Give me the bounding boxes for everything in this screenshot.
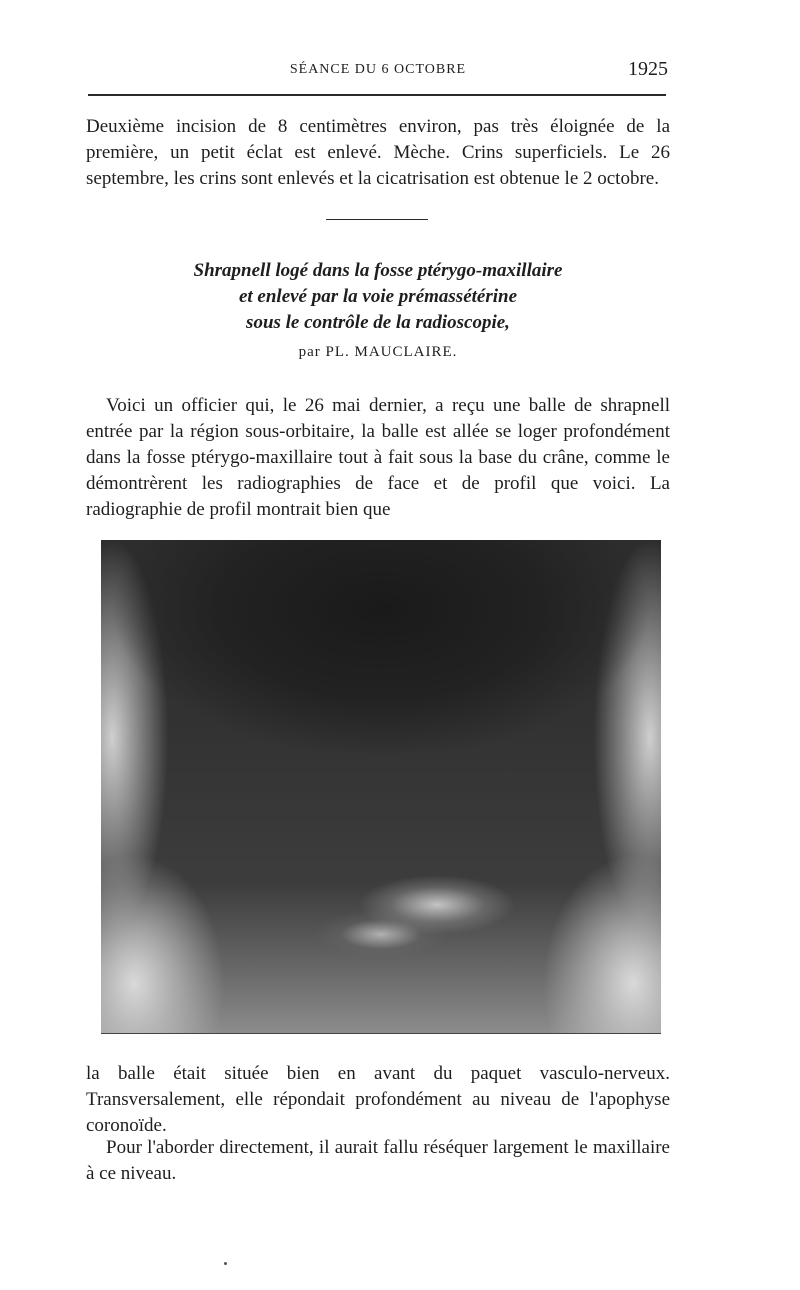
header-rule (88, 94, 666, 96)
page-number: 1925 (628, 58, 668, 80)
paragraph-1: Deuxième incision de 8 centimètres environ, pas très éloignée de la première, un petit éclat est enlevé. Mèche. Crins superficiels. Le 26 septembre, les crins sont enlevés et la cicatrisation est obtenue le 2 octobre. (86, 116, 670, 189)
paragraph-2: Voici un officier qui, le 26 mai dernier, a reçu une balle de shrapnell entrée par la région sous-orbitaire, la balle est allée se loger profondément dans la fosse ptérygo-maxillaire tout à fait sous la base du crâne, comme le démontrèrent les radiographies de face et de profil que voici. La radiographie de profil montrait bien que (86, 395, 670, 520)
article-title-line-1: Shrapnell logé dans la fosse ptérygo-maxillaire (193, 260, 563, 281)
print-speck (224, 1262, 227, 1265)
article-title-line-3: sous le contrôle de la radioscopie, (246, 312, 510, 333)
radiograph-figure (101, 540, 661, 1034)
paragraph-3: la balle était située bien en avant du paquet vasculo-nerveux. Transversalement, elle répondait profondément au niveau de l'apophyse coronoïde. (86, 1063, 670, 1136)
paragraph-4: Pour l'aborder directement, il aurait fallu réséquer largement le maxillaire à ce niveau. (86, 1137, 670, 1184)
article-title (86, 258, 670, 336)
article-title-line-2: et enlevé par la voie prémassétérine (238, 286, 518, 307)
running-title: SÉANCE DU 6 OCTOBRE (289, 62, 467, 77)
author-byline: par PL. MAUCLAIRE. (298, 344, 458, 360)
section-separator (326, 219, 428, 220)
running-head (88, 58, 668, 84)
